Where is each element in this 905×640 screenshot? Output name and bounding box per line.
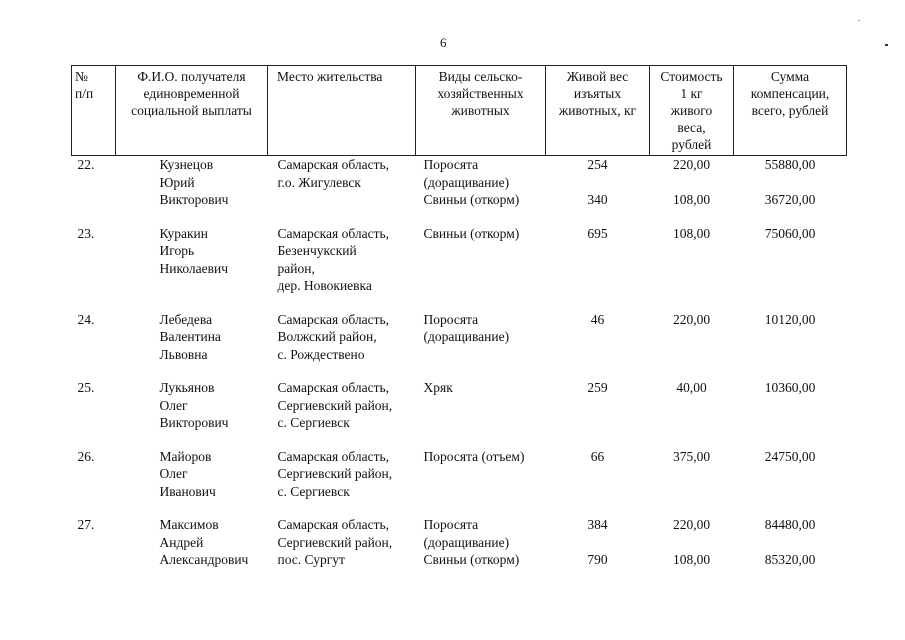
row-spacer — [72, 295, 847, 311]
header-name: Ф.И.О. получателя единовременной социальной выплаты — [116, 66, 268, 156]
row-number: 26. — [77, 448, 95, 464]
row-spacer — [72, 363, 847, 379]
compensation-sum: 10120,00 — [764, 311, 816, 327]
table-row — [72, 311, 847, 364]
price-per-kg: 220,00 108,00 — [672, 157, 711, 207]
table-row — [72, 225, 847, 295]
compensation-sum: 55880,00 36720,00 — [764, 157, 816, 207]
row-number: 24. — [77, 311, 95, 327]
page-number: 6 — [440, 35, 447, 50]
row-number: 23. — [77, 225, 95, 241]
header-weight: Живой вес изъятых животных, кг — [546, 66, 650, 156]
row-spacer — [72, 432, 847, 448]
table-row — [72, 156, 847, 209]
residence: Самарская область, Сергиевский район, пос. Сургут — [277, 517, 393, 567]
live-weight: 46 — [590, 311, 605, 327]
table-row — [72, 516, 847, 569]
row-number: 22. — [77, 157, 95, 172]
row-number: 25. — [77, 380, 95, 395]
row-spacer — [72, 500, 847, 516]
compensation-sum: 10360,00 — [764, 380, 816, 395]
table-header-row — [72, 66, 847, 156]
header-kind: Виды сельско- хозяйственных животных — [416, 66, 546, 156]
row-number: 27. — [77, 517, 95, 532]
live-weight: 254 340 — [587, 157, 608, 207]
price-per-kg: 40,00 — [676, 380, 707, 395]
compensation-table — [71, 65, 847, 569]
price-per-kg: 220,00 108,00 — [672, 517, 711, 567]
recipient-name: Максимов Андрей Александрович — [159, 517, 249, 567]
recipient-name: Куракин Игорь Николаевич — [159, 225, 229, 276]
scan-speck — [885, 44, 888, 46]
recipient-name: Кузнецов Юрий Викторович — [159, 157, 229, 207]
header-sum: Сумма компенсации, всего, рублей — [734, 66, 847, 156]
animal-kind: Поросята (отъем) — [423, 448, 525, 464]
price-per-kg: 108,00 — [672, 225, 711, 241]
live-weight: 259 — [587, 380, 608, 395]
header-place: Место жительства — [268, 66, 416, 156]
animal-kind: Свиньи (откорм) — [423, 225, 520, 241]
header-price: Стоимость 1 кг живого веса, рублей — [650, 66, 734, 156]
residence: Самарская область, Безенчукский район, дер. Новокиевка — [277, 225, 390, 293]
row-spacer — [72, 209, 847, 225]
recipient-name: Лебедева Валентина Львовна — [159, 311, 221, 362]
table-row — [72, 379, 847, 432]
recipient-name: Лукьянов Олег Викторович — [159, 380, 229, 430]
scan-speck — [858, 20, 860, 21]
compensation-sum: 84480,00 85320,00 — [764, 517, 816, 567]
live-weight: 384 790 — [587, 517, 608, 567]
compensation-sum: 24750,00 — [764, 448, 816, 464]
residence: Самарская область, Волжский район, с. Рождествено — [277, 311, 390, 362]
price-per-kg: 375,00 — [672, 448, 711, 464]
price-per-kg: 220,00 — [672, 311, 711, 327]
residence: Самарская область, Сергиевский район, с. Сергиевск — [277, 448, 393, 499]
animal-kind: Поросята (доращивание) — [423, 311, 510, 344]
live-weight: 66 — [590, 448, 605, 464]
residence: Самарская область, Сергиевский район, с. Сергиевск — [277, 380, 393, 430]
animal-kind: Поросята (доращивание) Свиньи (откорм) — [423, 517, 520, 567]
recipient-name: Майоров Олег Иванович — [159, 448, 216, 499]
compensation-sum: 75060,00 — [764, 225, 816, 241]
live-weight: 695 — [587, 225, 608, 241]
table-row — [72, 448, 847, 501]
header-num: № п/п — [72, 66, 116, 156]
animal-kind: Поросята (доращивание) Свиньи (откорм) — [423, 157, 520, 207]
animal-kind: Хряк — [423, 380, 453, 395]
residence: Самарская область, г.о. Жигулевск — [277, 157, 390, 190]
